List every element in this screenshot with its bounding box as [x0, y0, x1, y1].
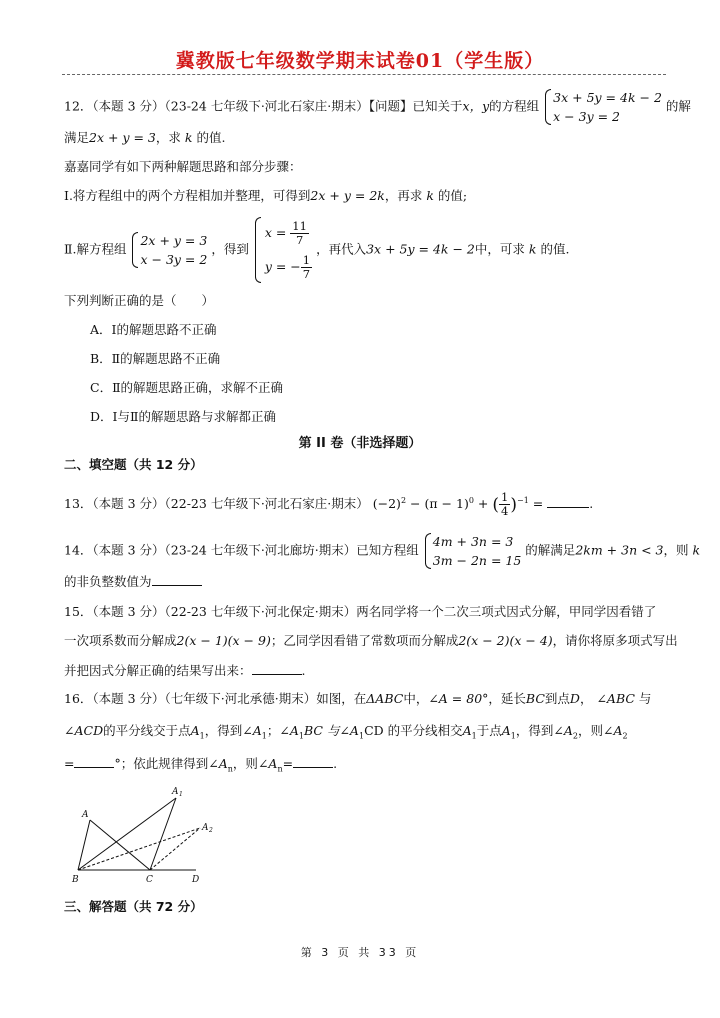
- q12-eq2: x − 3y = 2: [553, 109, 620, 124]
- q14-line2: [64, 572, 202, 591]
- fig-label-D: D: [192, 875, 200, 885]
- q12-system: [543, 88, 662, 126]
- q15-line1: 15．（本题 3 分）（22-23 七年级下·河北保定·期末）两名同学将一个二次三项式因式分解，甲同学因看错了: [64, 604, 657, 619]
- q16-sub: 1: [358, 731, 365, 741]
- q15-expr1: 2(x − 1)(x − 9): [176, 633, 271, 648]
- q12-method2-k: k: [528, 241, 537, 257]
- q16-sub: 1: [471, 731, 477, 741]
- q16-angleACD: ∠ACD: [64, 723, 104, 738]
- q15-answer-blank[interactable]: [252, 661, 302, 675]
- q12-option-d[interactable]: D．Ⅰ与Ⅱ的解题思路与求解都正确: [90, 409, 276, 424]
- q14-suffix: ，则: [663, 542, 689, 558]
- q12-method2-system: [130, 231, 207, 269]
- q16-sub: n: [227, 764, 233, 774]
- q13-end: .: [589, 496, 594, 512]
- q13-minus: −: [410, 496, 421, 512]
- q12-method1-eq: 2x + y = 2k: [310, 188, 385, 203]
- q12-line2-c: 的值.: [196, 130, 226, 145]
- fig-line-BA2: [78, 828, 200, 870]
- q16-line1-e: ，: [579, 691, 593, 706]
- page-title: 冀教版七年级数学期末试卷01（学生版）: [175, 50, 545, 72]
- q16-angleAn: ∠A: [208, 756, 228, 771]
- q13-answer-blank[interactable]: [547, 494, 589, 508]
- q16-line1-b: 中，: [403, 691, 429, 706]
- q15-line2: [64, 632, 678, 650]
- q16-line1-d: 到点: [544, 691, 570, 706]
- q12-method1-a: Ⅰ.将方程组中的两个方程相加并整理，可得到: [64, 188, 311, 203]
- q12-method1-c: 的值;: [437, 188, 468, 203]
- q16-angleA1: ∠A: [242, 723, 262, 738]
- q12-vars: x，y: [462, 98, 490, 114]
- q16-line2-c: ；: [266, 723, 280, 738]
- fig-label-A: A: [82, 810, 89, 820]
- header-divider: [62, 74, 666, 75]
- q15-line3-a: 并把因式分解正确的结果写出来：: [64, 663, 252, 678]
- q12-suffix: 的解: [665, 98, 691, 114]
- q13-frac-den: 4: [501, 504, 509, 519]
- q16-line2-g: ，得到: [515, 723, 554, 738]
- q12-method2: [64, 216, 569, 284]
- q12-method2-b: ，得到: [211, 241, 249, 257]
- q14-line2-text: 的非负整数值为: [64, 574, 152, 589]
- q16-bc: BC: [525, 691, 545, 706]
- q12-prefix: 12．（本题 3 分）（23-24 七年级下·河北石家庄·期末）【问题】已知关于: [64, 98, 463, 114]
- q13-eq: =: [532, 496, 544, 512]
- q15-expr2: 2(x − 2)(x − 4): [458, 633, 553, 648]
- q12-method1: [64, 187, 467, 205]
- q12-line2: [64, 129, 225, 147]
- q15-line2-c: ，请你将原多项式写出: [552, 633, 678, 648]
- q16-sub: 1: [261, 731, 267, 741]
- q16-triangle: ΔABC: [366, 691, 404, 706]
- q16-line2-b: ，得到: [204, 723, 243, 738]
- q14-line1: [64, 532, 700, 570]
- q12-method2-a: Ⅱ.解方程组: [64, 241, 127, 257]
- page-footer: 第 3 页 共 33 页: [300, 946, 420, 959]
- q12-method2-eq2: x − 3y = 2: [140, 252, 208, 267]
- q16-line3-c: ，则: [232, 756, 258, 771]
- q12-eq1: 3x + 5y = 4k − 2: [553, 90, 662, 105]
- q14-k: k: [692, 542, 701, 558]
- section2-title: 二、填空题（共 12 分）: [64, 457, 203, 472]
- sol-y-lhs: y = −: [264, 259, 301, 274]
- q12-intro: 嘉嘉同学有如下两种解题思路和部分步骤：: [64, 159, 302, 174]
- q14-ineq: 2km + 3n < 3: [575, 542, 664, 558]
- q14-prefix: 14．（本题 3 分）（23-24 七年级下·河北廊坊·期末）已知方程组: [64, 542, 419, 558]
- q12-method1-b: ，再求: [384, 188, 423, 203]
- q12-option-a[interactable]: A．Ⅰ的解题思路不正确: [90, 322, 217, 337]
- q16-line3-b: °；依此规律得到: [114, 756, 209, 771]
- q16-figure: [68, 780, 228, 890]
- q16-line2-e: CD 的平分线相交: [364, 723, 463, 738]
- section3-title: 三、解答题（共 72 分）: [64, 899, 203, 914]
- sol-y-frac: [301, 254, 312, 281]
- fig-label-B: B: [72, 875, 79, 885]
- q15-line2-b: ；乙同学因看错了常数项而分解成: [270, 633, 459, 648]
- fig-label-A2: A: [202, 823, 209, 833]
- q12-method1-k: k: [426, 188, 434, 203]
- q16-line2-f: 于点: [476, 723, 502, 738]
- sol-y-num: 1: [302, 253, 311, 267]
- q16-blank2[interactable]: [293, 754, 333, 768]
- q12-method2-eq3: 3x + 5y = 4k − 2: [366, 241, 475, 257]
- fig-label-A1: A: [172, 787, 179, 797]
- q16-angleA2: ∠A: [553, 723, 573, 738]
- q16-line2-d: BC 与: [303, 723, 340, 738]
- q16-line3-d: =: [282, 756, 294, 771]
- q16-sub: 1: [510, 731, 516, 741]
- q16-a1: A: [190, 723, 200, 738]
- q13-exp3: −1: [516, 496, 529, 505]
- q14-eq2: 3m − 2n = 15: [432, 553, 522, 568]
- q12-option-b[interactable]: B．Ⅱ的解题思路不正确: [90, 351, 221, 366]
- q16-angleA: ∠A = 80°: [428, 691, 489, 706]
- sol-x-num: 11: [292, 219, 307, 233]
- q16-a1b: A: [462, 723, 472, 738]
- q16-line2-a: 的平分线交于点: [103, 723, 191, 738]
- q16-line1-f: 与: [638, 691, 652, 706]
- sol-x-den: 7: [295, 233, 304, 247]
- q13-frac-num: 1: [501, 490, 509, 505]
- q15-line3-end: .: [301, 663, 306, 678]
- q16-line1-a: 16．（本题 3 分）（七年级下·河北承德·期末）如图，在: [64, 691, 367, 706]
- q12-method2-c: ，再代入: [316, 241, 367, 257]
- q16-sub: 1: [298, 731, 304, 741]
- q12-mid: 的方程组: [489, 98, 540, 114]
- q13-term2: (π − 1): [424, 496, 469, 512]
- q12-method2-d: 中，可求: [474, 241, 525, 257]
- q13-plus: +: [477, 496, 489, 512]
- fig-label-A2-sub: 2: [209, 827, 213, 834]
- q13-frac: [499, 491, 510, 518]
- q13: [64, 490, 593, 518]
- q12-line2-eq: 2x + y = 3: [89, 130, 156, 145]
- q16-sub: n: [277, 764, 283, 774]
- q16-sub: 2: [572, 731, 579, 741]
- q16-a1c: A: [501, 723, 511, 738]
- q16-line3-end: .: [333, 756, 338, 771]
- q16-d: D: [569, 691, 580, 706]
- part2-title: 第 II 卷（非选择题）: [298, 436, 422, 451]
- q13-term1: (−2): [372, 496, 401, 512]
- fig-label-A1-sub: 1: [179, 791, 183, 798]
- q14-answer-blank[interactable]: [152, 572, 202, 586]
- q16-line3-a: =: [64, 756, 75, 771]
- q12-line1: [64, 88, 691, 126]
- q14-eq1: 4m + 3n = 3: [432, 534, 514, 549]
- q12-k: k: [184, 130, 193, 145]
- q16-line2-h: ，则: [578, 723, 604, 738]
- q16-blank1[interactable]: [74, 754, 114, 768]
- q12-line2-b: ，求: [155, 130, 181, 145]
- q12-solution: [253, 216, 312, 284]
- sol-x-frac: [290, 220, 309, 247]
- q13-rparen: ): [510, 494, 517, 515]
- q15-line2-a: 一次项系数而分解成: [64, 633, 177, 648]
- q16-line1: [64, 690, 651, 708]
- q16-sub: 1: [199, 731, 205, 741]
- fig-label-C: C: [146, 875, 153, 885]
- q12-line2-a: 满足: [64, 130, 90, 145]
- q13-lparen: (: [492, 494, 500, 515]
- q13-prefix: 13．（本题 3 分）（22-23 七年级下·河北石家庄·期末）: [64, 496, 369, 512]
- fig-line-BA1: [78, 798, 176, 870]
- q16-line2: [64, 722, 628, 746]
- q14-system: [423, 532, 522, 570]
- q16-line3: [64, 754, 337, 779]
- q16-angleA2b: ∠A: [603, 723, 623, 738]
- sol-y-den: 7: [302, 267, 311, 281]
- q16-angleAn2: ∠A: [257, 756, 278, 771]
- q13-exp1: 2: [400, 496, 407, 505]
- q12-method2-eq1: 2x + y = 3: [140, 233, 208, 248]
- sol-x-lhs: x =: [264, 225, 287, 240]
- q16-angleA1BC: ∠A: [279, 723, 299, 738]
- q15-line3: [64, 661, 306, 680]
- q13-exp2: 0: [468, 496, 474, 505]
- q14-mid: 的解满足: [525, 542, 576, 558]
- q12-question: 下列判断正确的是（ ）: [64, 293, 215, 308]
- q16-line1-c: ，延长: [488, 691, 526, 706]
- q16-angleABC: ∠ABC: [596, 691, 635, 706]
- q12-method2-e: 的值.: [540, 241, 570, 257]
- q12-option-c[interactable]: C．Ⅱ的解题思路正确，求解不正确: [90, 380, 284, 395]
- q16-angleA1CD: ∠A: [339, 723, 359, 738]
- q16-sub: 2: [622, 731, 628, 741]
